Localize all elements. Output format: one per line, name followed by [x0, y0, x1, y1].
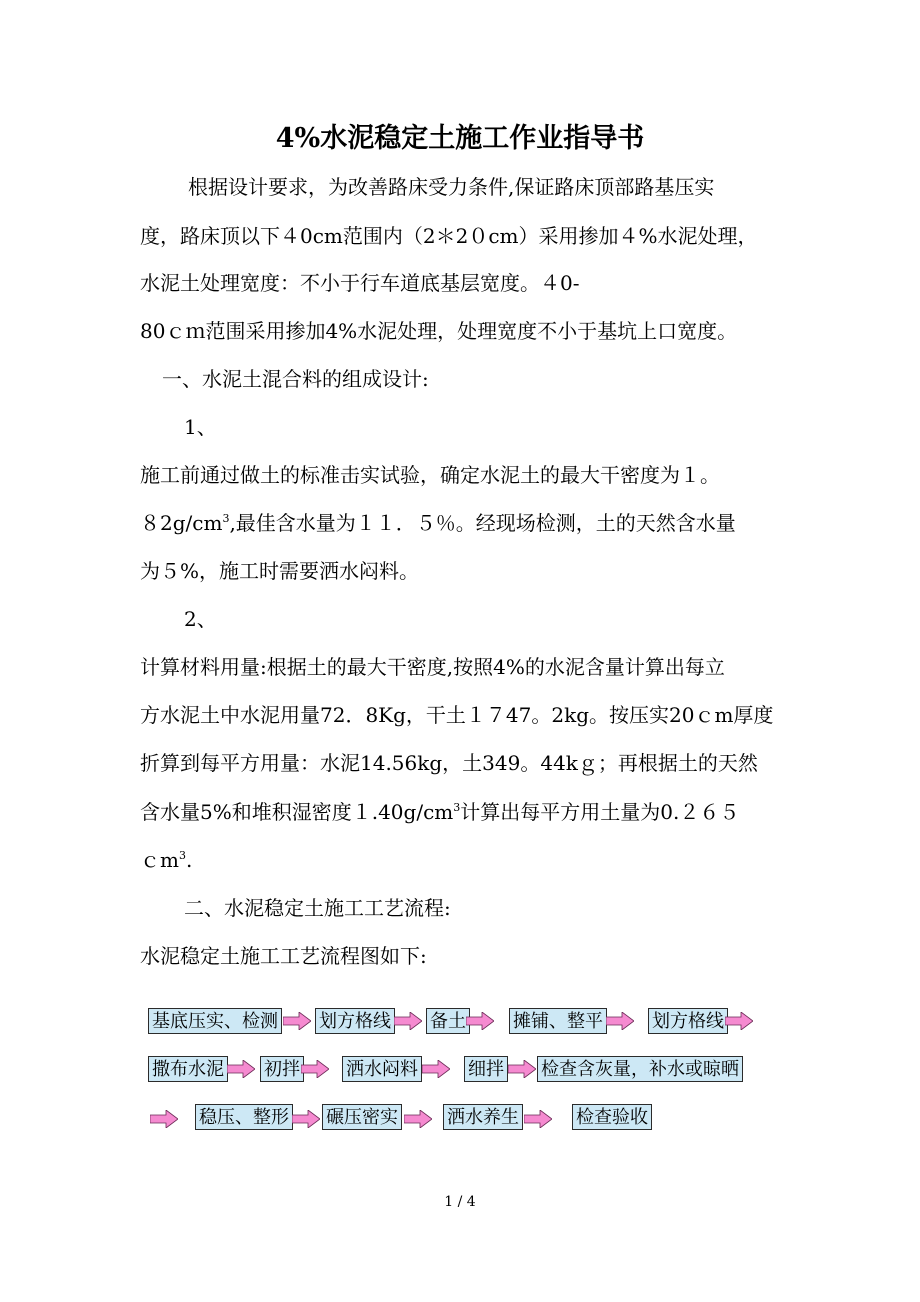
flow-arrow-5 — [725, 1012, 753, 1030]
flow-arrow-4 — [606, 1012, 634, 1030]
item2-line-4-b: 计算出每平方用土量为0.２６５ — [460, 800, 740, 824]
item2-line-1: 计算材料用量:根据土的最大干密度,按照4%的水泥含量计算出每立 — [140, 655, 725, 679]
flow-step-8: 洒水闷料 — [342, 1056, 422, 1082]
flow-step-2: 划方格线 — [315, 1008, 395, 1034]
item1-line-2 — [140, 508, 800, 538]
document-title: 4%水泥稳定土施工作业指导书 — [275, 123, 645, 154]
intro-line-2: 度，路床顶以下４0cm范围内（2＊2０cm）采用掺加４%水泥处理， — [140, 224, 758, 248]
item2-line-4-a: 含水量5%和堆积湿密度１.40g/cm — [140, 800, 454, 824]
flow-step-5: 划方格线 — [648, 1008, 728, 1034]
intro-line-1: 根据设计要求，为改善路床受力条件,保证路床顶部路基压实 — [188, 175, 715, 199]
item2-line-5-sup: 3 — [178, 849, 186, 862]
flow-arrow-6 — [227, 1060, 255, 1078]
flow-step-13: 洒水养生 — [443, 1104, 523, 1130]
flow-step-9: 细拌 — [464, 1056, 508, 1082]
flow-arrow-1 — [283, 1012, 311, 1030]
flow-arrow-3 — [466, 1012, 494, 1030]
flow-arrow-8 — [422, 1060, 450, 1078]
item2-line-5-a: ｃm — [140, 848, 179, 872]
flow-arrow-11 — [292, 1110, 320, 1128]
flow-step-3: 备土 — [426, 1008, 470, 1034]
flow-step-7: 初拌 — [260, 1056, 304, 1082]
item1-line-2-a: ８2g/cm — [140, 511, 223, 535]
flow-arrow-12 — [404, 1110, 432, 1128]
flow-step-6: 撒布水泥 — [148, 1056, 228, 1082]
flow-arrow-7 — [301, 1060, 329, 1078]
item2-line-5 — [140, 845, 800, 875]
flow-arrow-9 — [508, 1060, 536, 1078]
flow-step-11: 稳压、整形 — [195, 1104, 293, 1130]
flow-step-4: 摊铺、整平 — [509, 1008, 607, 1034]
section1-heading: 一、水泥土混合料的组成设计: — [162, 367, 429, 391]
page-number: 1 / 4 — [444, 1194, 476, 1210]
item1-line-2-sup: 3 — [222, 512, 230, 525]
item2-line-5-b: . — [185, 848, 193, 872]
section2-heading: 二、水泥稳定土施工工艺流程: — [184, 896, 451, 920]
item1-number: 1、 — [184, 415, 217, 439]
flow-step-12: 碾压密实 — [322, 1104, 402, 1130]
item2-line-3: 折算到每平方用量：水泥14.56kg，土349。44kｇ；再根据土的天然 — [140, 751, 758, 775]
item1-line-2-b: ,最佳含水量为１１．５％。经现场检测，土的天然含水量 — [229, 511, 736, 535]
flow-step-1: 基底压实、检测 — [148, 1008, 282, 1034]
item1-line-3: 为５%，施工时需要洒水闷料。 — [140, 559, 420, 583]
flow-arrow-13 — [524, 1110, 552, 1128]
flow-arrow-10 — [150, 1110, 178, 1128]
intro-line-3: 水泥土处理宽度：不小于行车道底基层宽度。４0- — [140, 271, 580, 295]
flow-arrow-2 — [394, 1012, 422, 1030]
item2-line-4 — [140, 797, 800, 827]
item2-line-2: 方水泥土中水泥用量72．8Kg，干土１７47。2kg。按压实20ｃm厚度 — [140, 703, 774, 727]
item2-line-4-sup: 3 — [453, 801, 461, 814]
flow-step-10: 检查含灰量，补水或晾晒 — [537, 1056, 743, 1082]
item2-number: 2、 — [184, 607, 217, 631]
flow-step-14: 检查验收 — [572, 1104, 652, 1130]
intro-line-4: 80ｃｍ范围采用掺加4%水泥处理，处理宽度不小于基坑上口宽度。 — [140, 319, 738, 343]
section2-subheading: 水泥稳定土施工工艺流程图如下: — [140, 944, 427, 968]
item1-line-1: 施工前通过做土的标准击实试验，确定水泥土的最大干密度为１。 — [140, 463, 720, 487]
